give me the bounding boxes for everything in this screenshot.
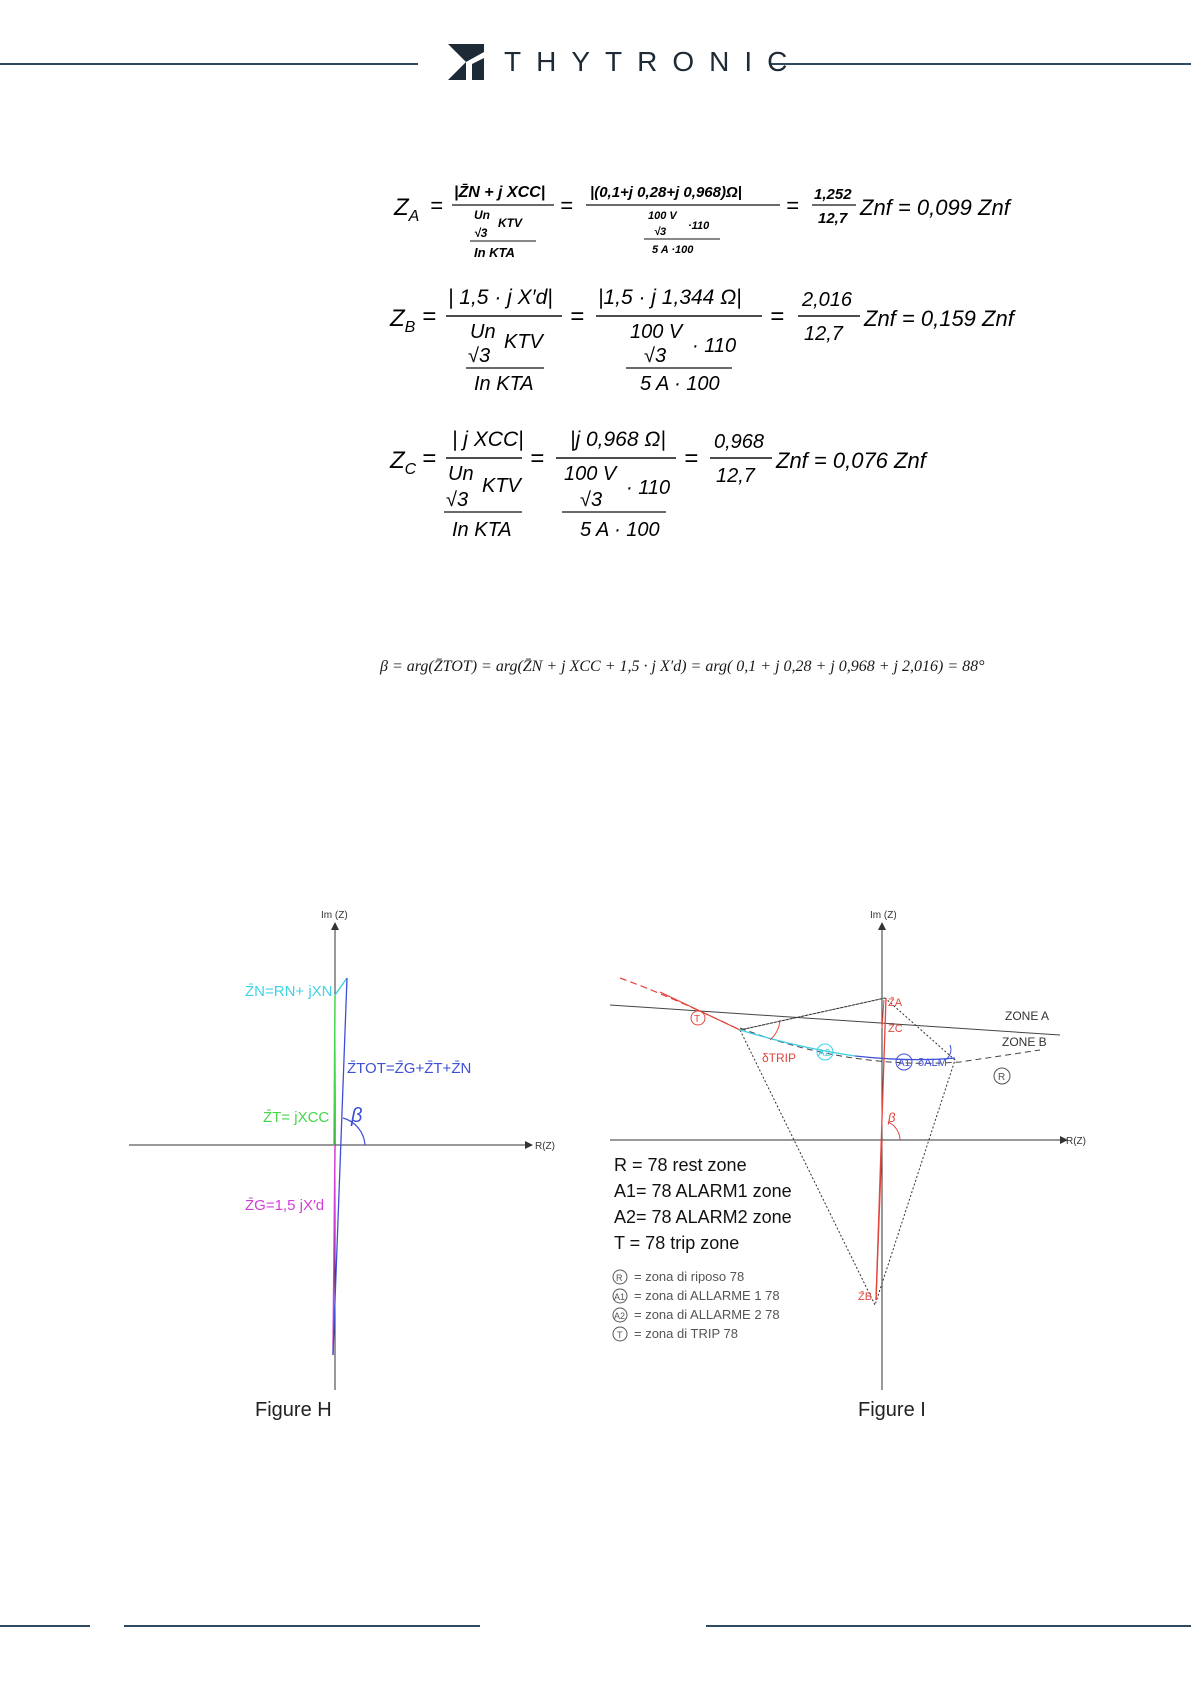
za-den2-top: 100 V: [648, 210, 677, 222]
za-den1-mid: √3: [474, 226, 488, 240]
figure-i-label-t: T: [694, 1014, 701, 1025]
zc-den2-bot: 5 A · 100: [580, 519, 660, 541]
figure-h-caption: Figure H: [255, 1399, 332, 1420]
za-num1: |Z̄N + j XCC|: [454, 184, 546, 201]
zb-equals-2: =: [570, 303, 585, 330]
zc-den1-top: Un: [448, 463, 474, 485]
zb-den1-k: KTV: [504, 331, 543, 353]
za-tail: Znf = 0,099 Znf: [860, 195, 1010, 220]
za-frac-num: 1,252: [814, 186, 852, 203]
figure-i: [600, 900, 1090, 1420]
figure-i-label-beta: β: [888, 1110, 896, 1125]
brand: [448, 44, 802, 80]
zb-den1-bot: In KTA: [474, 373, 534, 395]
za-equals-2: =: [560, 193, 573, 218]
figure-i-y-axis-label: Im (Z): [870, 910, 897, 921]
equation-zb: [386, 282, 1066, 402]
zc-tail: Znf = 0,076 Znf: [776, 448, 926, 473]
header-rule-right: [770, 63, 1191, 65]
zb-den1-top: Un: [470, 321, 496, 343]
za-den1-bot: In KTA: [474, 245, 515, 260]
figure-i-label-delta-trip: δTRIP: [762, 1051, 797, 1065]
header-rule-left: [0, 63, 418, 65]
footer-rule-1: [0, 1625, 90, 1627]
figure-i-legend-en-1: A1= 78 ALARM1 zone: [614, 1181, 792, 1201]
zb-num2: |1,5 · j 1,344 Ω|: [598, 286, 742, 309]
zb-den2-mult: · 110: [692, 335, 737, 357]
za-den2-mult: ·110: [688, 220, 710, 232]
zc-den1-bot: In KTA: [452, 519, 512, 541]
zc-den2-top: 100 V: [564, 463, 617, 485]
figure-i-legend-it-symbol-0: R: [616, 1273, 623, 1283]
footer-rule-3: [706, 1625, 1191, 1627]
equation-za: [390, 175, 1050, 265]
za-equals-1: =: [430, 193, 443, 218]
zc-num2: |j 0,968 Ω|: [570, 428, 666, 451]
zb-equals-3: =: [770, 303, 785, 330]
zc-den1-mid: √3: [446, 489, 469, 511]
figure-h-label-beta: β: [351, 1105, 363, 1127]
za-equals-3: =: [786, 193, 799, 218]
za-frac-den: 12,7: [818, 210, 848, 227]
za-den1-top: Un: [474, 208, 490, 222]
figure-h-label-zg: Z̄G=1,5 jX′d: [245, 1197, 325, 1214]
zc-num1: | j XCC|: [452, 428, 524, 451]
figure-i-legend-it-1: = zona di ALLARME 1 78: [634, 1288, 780, 1303]
zc-frac-num: 0,968: [714, 431, 765, 453]
figure-h-label-zt: Z̄T= jXCC: [263, 1109, 330, 1126]
figure-i-label-za: Z̄A: [888, 997, 903, 1009]
figure-i-label-a2: A2: [818, 1048, 831, 1059]
figure-i-legend-en-0: R = 78 rest zone: [614, 1155, 747, 1175]
brand-logo-icon: [448, 44, 484, 80]
zc-equals-1: =: [422, 445, 437, 472]
zb-den2-bot: 5 A · 100: [640, 373, 720, 395]
za-den2-bot: 5 A ·100: [652, 244, 694, 256]
figure-i-zone-b-label: ZONE B: [1002, 1035, 1047, 1049]
beta-equation: β = arg(Z̄TOT) = arg(Z̄N + j XCC + 1,5 · j X′d) = arg( 0,1 + j 0,28 + j 0,968 + j 2,016) = 88°: [380, 658, 985, 675]
zc-lhs: $Z_C$: [390, 447, 417, 478]
za-den1-k: KTV: [498, 216, 522, 230]
zc-equals-2: =: [530, 445, 545, 472]
zb-den2-top: 100 V: [630, 321, 683, 343]
za-den2-mid: √3: [654, 226, 667, 238]
zc-den2-mult: · 110: [626, 477, 671, 499]
figure-i-legend-it-symbol-2: A2: [614, 1311, 626, 1321]
figure-i-legend-it-symbol-1: A1: [614, 1292, 626, 1302]
footer-rule-2: [124, 1625, 480, 1627]
zb-den2-mid: √3: [644, 345, 667, 367]
figure-i-label-a1: A1: [898, 1058, 911, 1069]
figure-i-legend-it-2: = zona di ALLARME 2 78: [634, 1307, 780, 1322]
figure-h-x-axis-label: R(Z): [535, 1141, 555, 1152]
zb-tail: Znf = 0,159 Znf: [864, 306, 1014, 331]
za-lhs: $Z_A$: [394, 194, 420, 225]
figure-i-legend-it-3: = zona di TRIP 78: [634, 1326, 738, 1341]
zb-den1-mid: √3: [468, 345, 491, 367]
zc-den1-k: KTV: [482, 475, 521, 497]
figure-h: [95, 900, 565, 1420]
figure-i-zone-a-label: ZONE A: [1005, 1009, 1050, 1023]
figure-i-label-delta-alm: δALM: [918, 1057, 947, 1069]
brand-name: THYTRONIC: [504, 46, 803, 77]
zc-frac-den: 12,7: [716, 465, 755, 487]
figure-h-y-axis-label: Im (Z): [321, 910, 348, 921]
figure-i-legend-it-0: = zona di riposo 78: [634, 1269, 745, 1284]
figure-h-vector-zt: [334, 995, 335, 1145]
figure-i-legend-en-2: A2= 78 ALARM2 zone: [614, 1207, 792, 1227]
figure-i-label-zb: Z̄B: [858, 1291, 873, 1303]
figure-i-caption: Figure I: [858, 1399, 926, 1420]
zb-num1: | 1,5 · j X′d|: [448, 286, 553, 309]
figure-h-label-zn: Z̄N=RN+ jXN: [245, 983, 333, 1000]
zb-frac-num: 2,016: [802, 289, 853, 311]
figure-i-label-zc: Z̄C: [888, 1023, 903, 1035]
figure-i-legend-it-symbol-3: T: [617, 1330, 623, 1340]
figure-i-label-r: R: [998, 1072, 1006, 1083]
figure-i-legend-en-3: T = 78 trip zone: [614, 1233, 740, 1253]
zc-den2-mid: √3: [580, 489, 603, 511]
zb-equals-1: =: [422, 303, 437, 330]
zb-frac-den: 12,7: [804, 323, 843, 345]
zb-lhs: $Z_B$: [390, 305, 416, 336]
equation-zc: [386, 424, 986, 548]
figure-h-label-ztot: Z̄TOT=Z̄G+Z̄T+Z̄N: [347, 1060, 472, 1077]
zc-equals-3: =: [684, 445, 699, 472]
za-num2: |(0,1+j 0,28+j 0,968)Ω|: [590, 184, 742, 201]
figure-i-x-axis-label: R(Z): [1066, 1136, 1086, 1147]
